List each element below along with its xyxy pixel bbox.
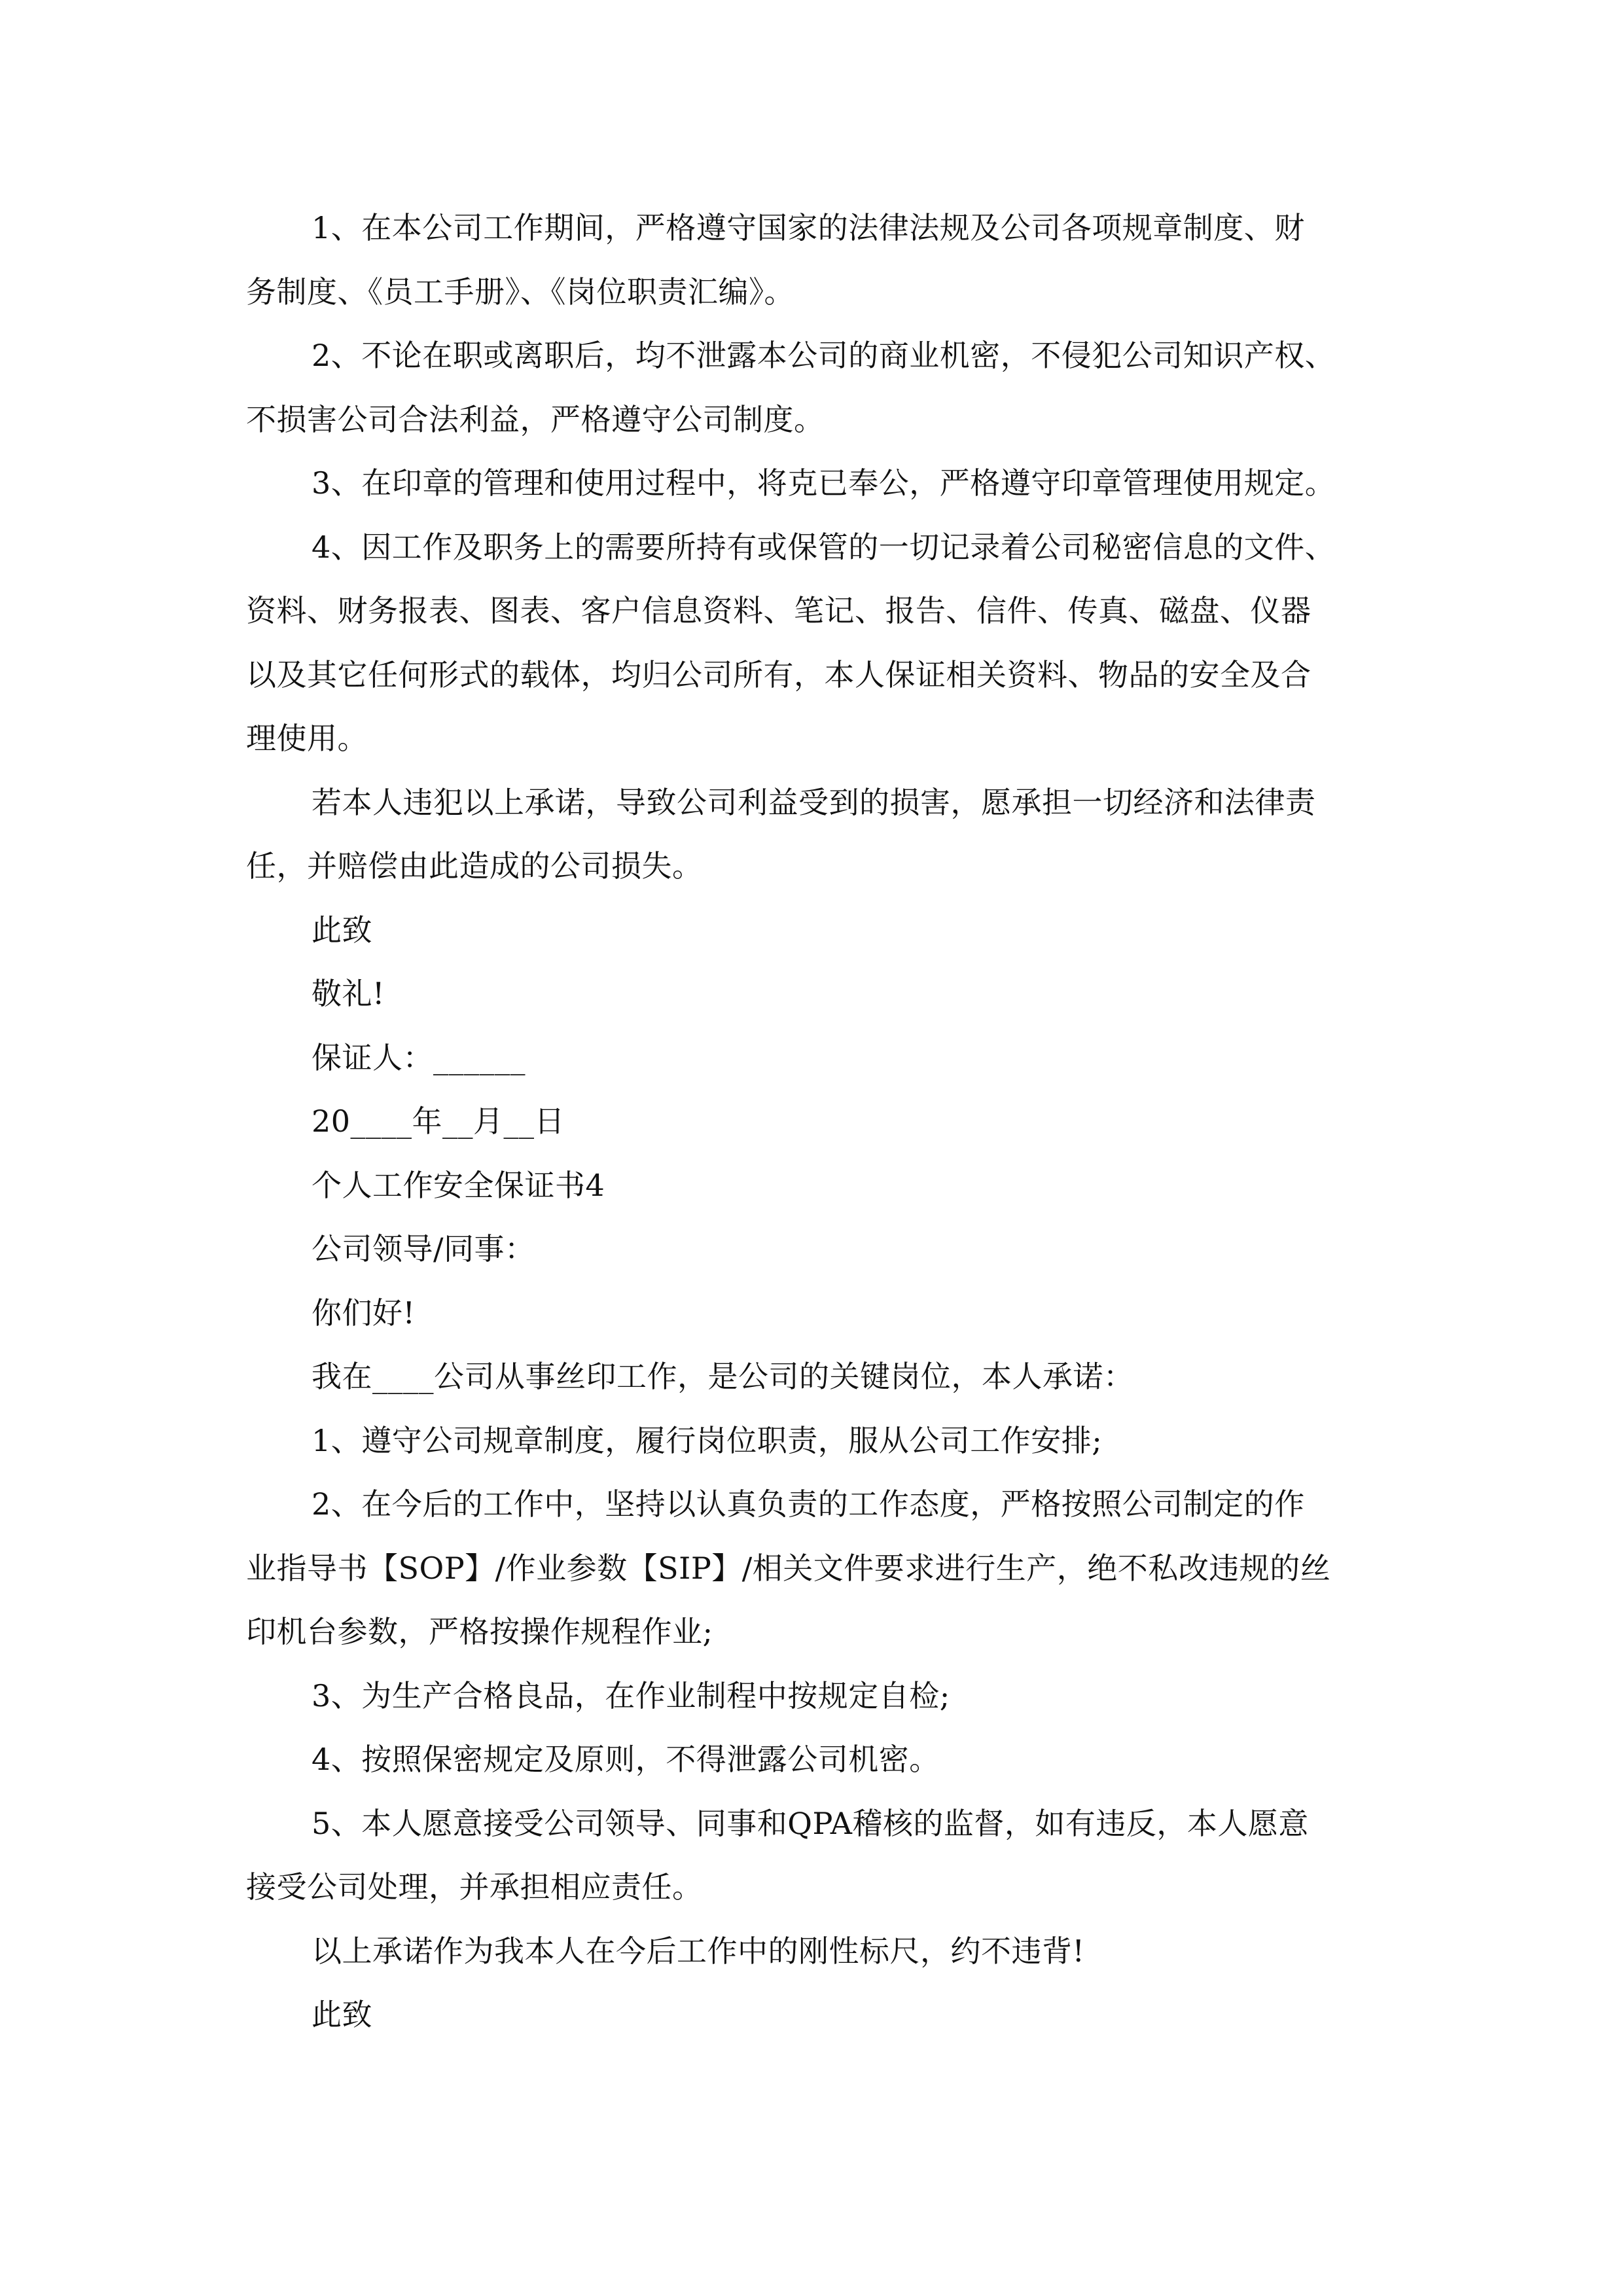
text-line: 不损害公司合法利益，严格遵守公司制度。: [246, 401, 825, 437]
text-line: 务制度、《员工手册》、《岗位职责汇编》。: [246, 274, 794, 310]
text-line: 理使用。: [246, 721, 368, 756]
text-line: 任，并赔偿由此造成的公司损失。: [246, 848, 703, 884]
text-line: 我在____公司从事丝印工作，是公司的关键岗位，本人承诺：: [312, 1359, 1134, 1394]
text-line: 此致: [312, 912, 372, 948]
text-line: 4、因工作及职务上的需要所持有或保管的一切记录着公司秘密信息的文件、: [312, 529, 1336, 565]
text-line: 1、遵守公司规章制度，履行岗位职责，服从公司工作安排;: [312, 1422, 1103, 1458]
text-line: 业指导书【SOP】/作业参数【SIP】/相关文件要求进行生产，绝不私改违规的丝: [246, 1550, 1331, 1586]
text-line: 2、在今后的工作中，坚持以认真负责的工作态度，严格按照公司制定的作: [312, 1486, 1305, 1522]
text-line: 保证人：______: [312, 1039, 526, 1075]
text-line: 以及其它任何形式的载体，均归公司所有，本人保证相关资料、物品的安全及合: [246, 656, 1311, 692]
text-line: 4、按照保密规定及原则，不得泄露公司机密。: [312, 1742, 940, 1777]
text-line: 若本人违犯以上承诺，导致公司利益受到的损害，愿承担一切经济和法律责: [312, 784, 1316, 820]
text-line: 个人工作安全保证书4: [312, 1167, 605, 1203]
text-line: 20____年__月__日: [312, 1103, 565, 1139]
text-line: 3、为生产合格良品，在作业制程中按规定自检;: [312, 1677, 950, 1713]
text-line: 印机台参数，严格按操作规程作业;: [246, 1614, 713, 1649]
text-line: 以上承诺作为我本人在今后工作中的刚性标尺，约不违背!: [312, 1933, 1085, 1969]
text-line: 5、本人愿意接受公司领导、同事和QPA稽核的监督，如有违反，本人愿意: [312, 1805, 1309, 1841]
text-line: 1、在本公司工作期间，严格遵守国家的法律法规及公司各项规章制度、财: [312, 210, 1305, 245]
text-line: 此致: [312, 1997, 372, 2032]
text-line: 2、不论在职或离职后，均不泄露本公司的商业机密，不侵犯公司知识产权、: [312, 338, 1336, 373]
text-line: 你们好!: [312, 1295, 416, 1331]
text-line: 3、在印章的管理和使用过程中，将克已奉公，严格遵守印章管理使用规定。: [312, 465, 1336, 501]
text-line: 接受公司处理，并承担相应责任。: [246, 1869, 703, 1905]
text-line: 公司领导/同事：: [312, 1231, 535, 1266]
text-line: 敬礼!: [312, 976, 385, 1011]
document-body: [246, 196, 1398, 2047]
text-line: 资料、财务报表、图表、客户信息资料、笔记、报告、信件、传真、磁盘、仪器: [246, 593, 1311, 628]
